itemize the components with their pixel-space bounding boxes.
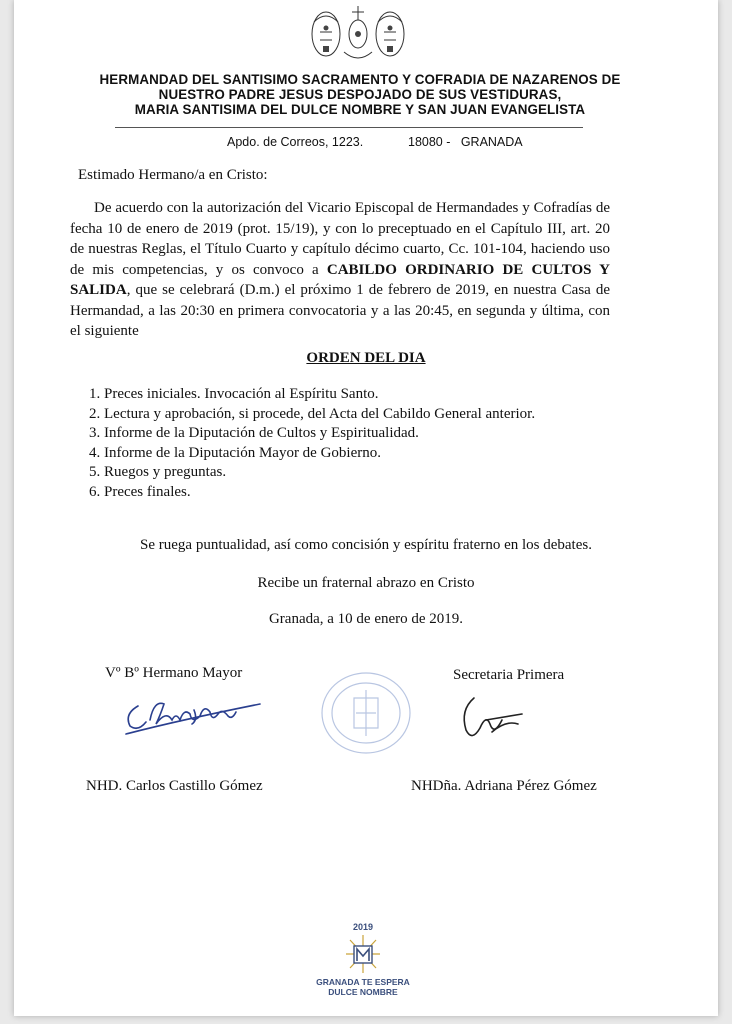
closing-note: Se ruega puntualidad, así como concisión y espíritu fraterno en los debates. [140,537,592,553]
agenda-item: 2. Lectura y aprobación, si procede, del Acta del Cabildo General anterior. [89,405,536,422]
agenda-item: 6. Preces finales. [89,483,191,500]
convocation-paragraph [70,198,610,342]
footer-logo-line-1: GRANADA TE ESPERA [316,977,410,987]
right-handwritten-signature [456,690,526,746]
left-signer-role: Vº Bº Hermano Mayor [105,665,243,681]
footer-logo-year: 2019 [352,922,374,932]
header-divider [115,127,583,128]
sunburst-monogram-icon [345,934,381,974]
header-line-2: NUESTRO PADRE JESUS DESPOJADO DE SUS VESTIDURAS, [158,87,562,102]
paragraph-text-2: , que se celebrará (D.m.) el próximo 1 de febrero de 2019, en nuestra Casa de Hermandad, a las 20:30 en primera convocatoria y a las 20:45, en segunda y última, con el siguiente [70,282,610,339]
agenda-item: 4. Informe de la Diputación Mayor de Gobierno. [89,444,381,461]
agenda-item: 3. Informe de la Diputación de Cultos y Espiritualidad. [89,425,419,442]
footer-logo-line-2: DULCE NOMBRE [328,987,398,997]
right-signer-role: Secretaria Primera [453,667,565,683]
header-line-1: HERMANDAD DEL SANTISIMO SACRAMENTO Y COFRADIA DE NAZARENOS DE [99,72,621,87]
brotherhood-seal-stamp-icon [316,668,416,758]
header-line-3: MARIA SANTISIMA DEL DULCE NOMBRE Y SAN JUAN EVANGELISTA [134,102,586,117]
greeting: Estimado Hermano/a en Cristo: [78,167,268,183]
paragraph-bold-title: CABILDO ORDINARIO DE CULTOS Y SALIDA [70,261,610,298]
address-city: 18080 - GRANADA [408,135,523,149]
agenda-title: ORDEN DEL DIA [306,350,426,366]
agenda-item: 5. Ruegos y preguntas. [89,464,227,481]
address-po-box: Apdo. de Correos, 1223. [227,135,364,149]
paragraph-text-1: De acuerdo con la autorización del Vicario Episcopal de Hermandades y Cofradías de fecha 10 de enero de 2019 (prot. 15/19), y con lo preceptuado en el Capítulo III, art. 20 de nuestras Reglas, el Título Cuarto y capítulo décimo cuarto, Cc. 101-104, haciendo uso de mis competencias, y os convoco a [70,200,610,278]
left-handwritten-signature [120,690,270,742]
brotherhood-crest-icon [298,2,418,68]
agenda-list [89,385,535,503]
right-signer-name: NHDña. Adriana Pérez Gómez [411,778,597,794]
place-date: Granada, a 10 de enero de 2019. [268,611,464,627]
farewell: Recibe un fraternal abrazo en Cristo [257,575,475,591]
agenda-item: 1. Preces iniciales. Invocación al Espíritu Santo. [89,386,379,402]
left-signer-name: NHD. Carlos Castillo Gómez [86,778,263,794]
letter-page [14,0,718,1016]
